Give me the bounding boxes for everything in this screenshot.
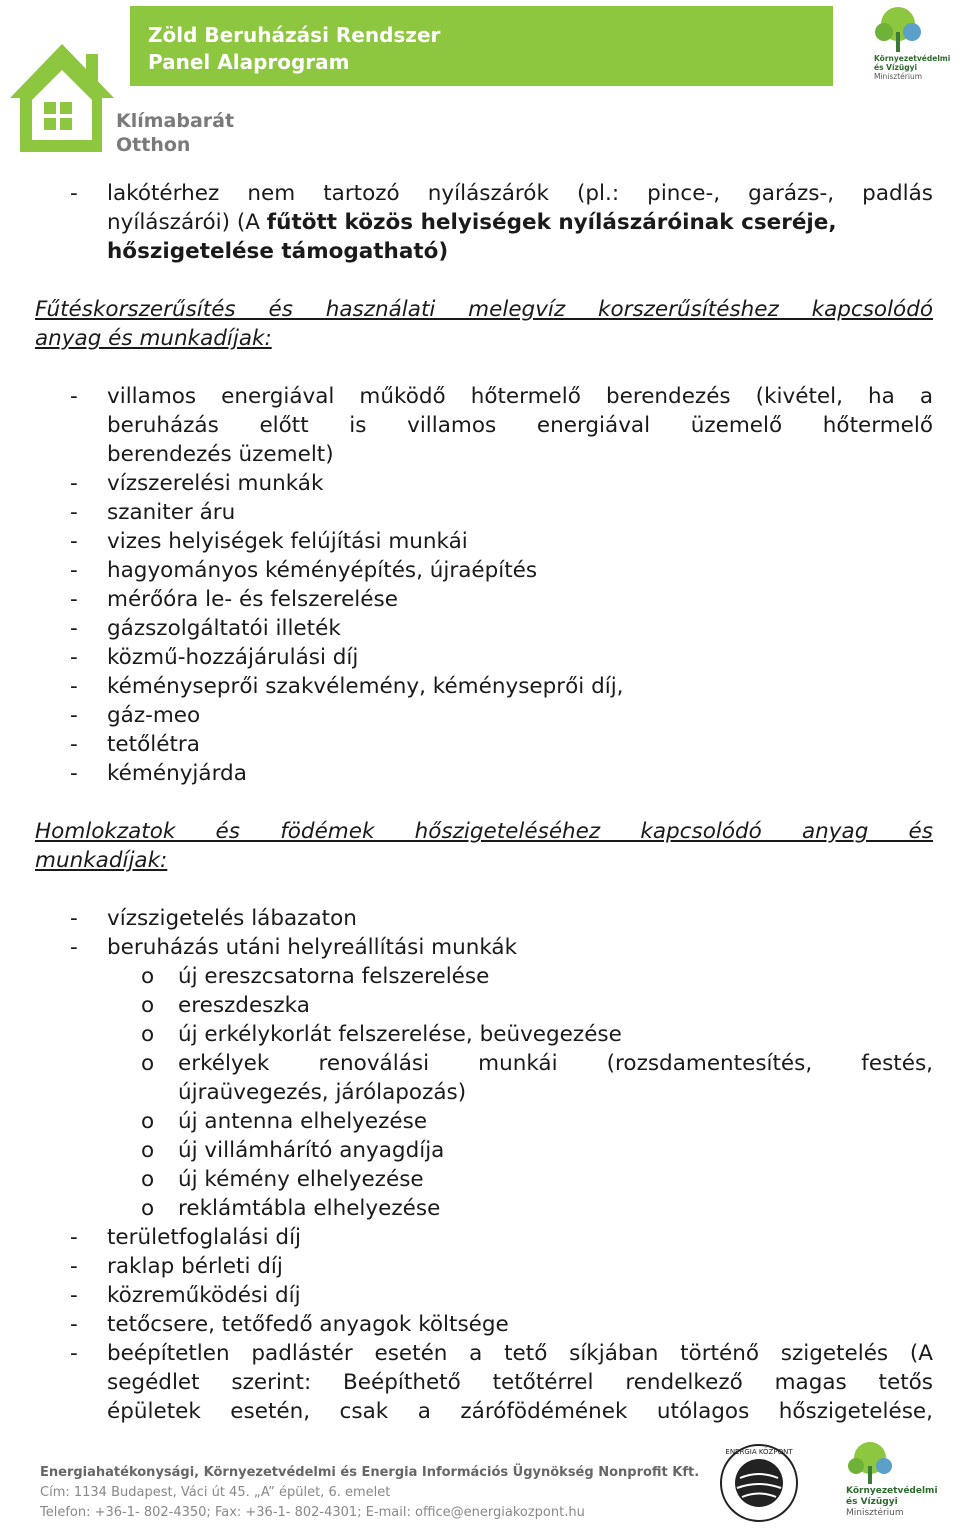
energia-kozpont-logo-text: ENERGIA KÖZPONT [725, 1448, 793, 1456]
tree-icon [842, 1440, 952, 1484]
list-item: kéményseprői szakvélemény, kéményseprői díj, [107, 674, 624, 699]
dash-marker: - [70, 181, 78, 206]
section-heading: munkadíjak: [35, 848, 168, 873]
footer-contact: Telefon: +36-1- 802-4350; Fax: +36-1- 802-4301; E-mail: office@energiakozpont.hu [40, 1505, 585, 1520]
dash-marker: - [70, 732, 78, 757]
dash-marker: - [70, 529, 78, 554]
list-item: beruházás utáni helyreállítási munkák [107, 935, 518, 960]
sub-bullet-marker: o [141, 1109, 155, 1134]
sub-bullet-marker: o [141, 1022, 155, 1047]
dash-marker: - [70, 906, 78, 931]
sub-bullet-marker: o [141, 993, 155, 1018]
list-item: kéményjárda [107, 761, 247, 786]
dash-marker: - [70, 471, 78, 496]
dash-marker: - [70, 1254, 78, 1279]
ministry-name-line2: és Vízügyi [874, 63, 918, 72]
list-item-continuation: beruházás előtt is villamos energiával üzemelő hőtermelő [107, 413, 933, 438]
list-item: raklap bérleti díj [107, 1254, 283, 1279]
banner-title-line2: Panel Alaprogram [148, 50, 350, 74]
section-heading: Fűtéskorszerűsítés és használati melegvíz korszerűsítéshez kapcsolódó [35, 297, 933, 322]
list-item: vízszigetelés lábazaton [107, 906, 357, 931]
dash-marker: - [70, 761, 78, 786]
tree-icon [872, 4, 960, 54]
list-item: közreműködési díj [107, 1283, 301, 1308]
dash-marker: - [70, 616, 78, 641]
sub-list-item: új antenna elhelyezése [178, 1109, 428, 1134]
footer-company: Energiahatékonysági, Környezetvédelmi és Energia Információs Ügynökség Nonprofit Kft. [40, 1465, 700, 1480]
list-item: területfoglalási díj [107, 1225, 302, 1250]
list-item: mérőóra le- és felszerelése [107, 587, 398, 612]
ministry-name-line1: Környezetvédelmi [874, 54, 951, 63]
list-item-continuation: épületek esetén, csak a zárófödémének utólagos hőszigetelése, [107, 1399, 933, 1424]
footer-address: Cím: 1134 Budapest, Váci út 45. „A” épület, 6. emelet [40, 1485, 391, 1500]
sub-list-item: új erkélykorlát felszerelése, beüvegezése [178, 1022, 622, 1047]
energia-kozpont-logo [718, 1442, 800, 1524]
dash-marker: - [70, 645, 78, 670]
list-item: beépítetlen padlástér esetén a tető síkjában történő szigetelés (A [107, 1341, 933, 1366]
dash-marker: - [70, 384, 78, 409]
footer-ministry-line3: Minisztérium [846, 1508, 904, 1518]
list-item: vizes helyiségek felújítási munkái [107, 529, 468, 554]
dash-marker: - [70, 1283, 78, 1308]
globe-icon [718, 1442, 800, 1524]
list-item: gázszolgáltatói illeték [107, 616, 341, 641]
dash-marker: - [70, 1341, 78, 1366]
dash-marker: - [70, 1312, 78, 1337]
sub-bullet-marker: o [141, 1167, 155, 1192]
sub-list-item: ereszdeszka [178, 993, 310, 1018]
list-item-continuation: nyílászárói) (A fűtött közös helyiségek nyílászáróinak cseréje, [107, 210, 837, 235]
footer-ministry-line1: Környezetvédelmi [846, 1486, 938, 1496]
dash-marker: - [70, 587, 78, 612]
sub-list-item: új kémény elhelyezése [178, 1167, 424, 1192]
program-banner [130, 6, 833, 86]
sub-list-item: reklámtábla elhelyezése [178, 1196, 441, 1221]
banner-title-line1: Zöld Beruházási Rendszer [148, 23, 441, 47]
section-heading: anyag és munkadíjak: [35, 326, 272, 351]
sub-list-item: új ereszcsatorna felszerelése [178, 964, 490, 989]
list-item: közmű-hozzájárulási díj [107, 645, 359, 670]
list-item: hagyományos kéményépítés, újraépítés [107, 558, 538, 583]
brand-name-line1: Klímabarát [116, 110, 235, 132]
ministry-name-line3: Minisztérium [874, 72, 923, 81]
sub-list-item-continuation: újraüvegezés, járólapozás) [178, 1080, 467, 1105]
dash-marker: - [70, 674, 78, 699]
list-item: villamos energiával működő hőtermelő berendezés (kivétel, ha a [107, 384, 933, 409]
brand-name-line2: Otthon [116, 134, 191, 156]
sub-list-item: új villámhárító anyagdíja [178, 1138, 445, 1163]
dash-marker: - [70, 1225, 78, 1250]
section-heading: Homlokzatok és födémek hőszigeteléséhez kapcsolódó anyag és [35, 819, 933, 844]
footer-ministry-logo [842, 1440, 952, 1524]
list-item: vízszerelési munkák [107, 471, 324, 496]
list-item: tetőcsere, tetőfedő anyagok költsége [107, 1312, 509, 1337]
sub-list-item: erkélyek renoválási munkái (rozsdamentesítés, festés, [178, 1051, 933, 1076]
dash-marker: - [70, 500, 78, 525]
list-item-continuation: segédlet szerint: Beépíthető tetőtérrel rendelkező magas tetős [107, 1370, 933, 1395]
dash-marker: - [70, 703, 78, 728]
sub-bullet-marker: o [141, 1196, 155, 1221]
sub-bullet-marker: o [141, 964, 155, 989]
list-item: szaniter áru [107, 500, 236, 525]
sub-bullet-marker: o [141, 1138, 155, 1163]
list-item: gáz-meo [107, 703, 201, 728]
list-item-continuation: berendezés üzemelt) [107, 442, 334, 467]
dash-marker: - [70, 935, 78, 960]
list-item-continuation: hőszigetelése támogatható) [107, 239, 449, 264]
sub-bullet-marker: o [141, 1051, 155, 1076]
house-logo-icon [6, 40, 118, 155]
list-item: tetőlétra [107, 732, 200, 757]
ministry-logo [872, 4, 960, 84]
footer-ministry-line2: és Vízügyi [846, 1497, 898, 1507]
dash-marker: - [70, 558, 78, 583]
list-item: lakótérhez nem tartozó nyílászárók (pl.: pince-, garázs-, padlás [107, 181, 933, 206]
